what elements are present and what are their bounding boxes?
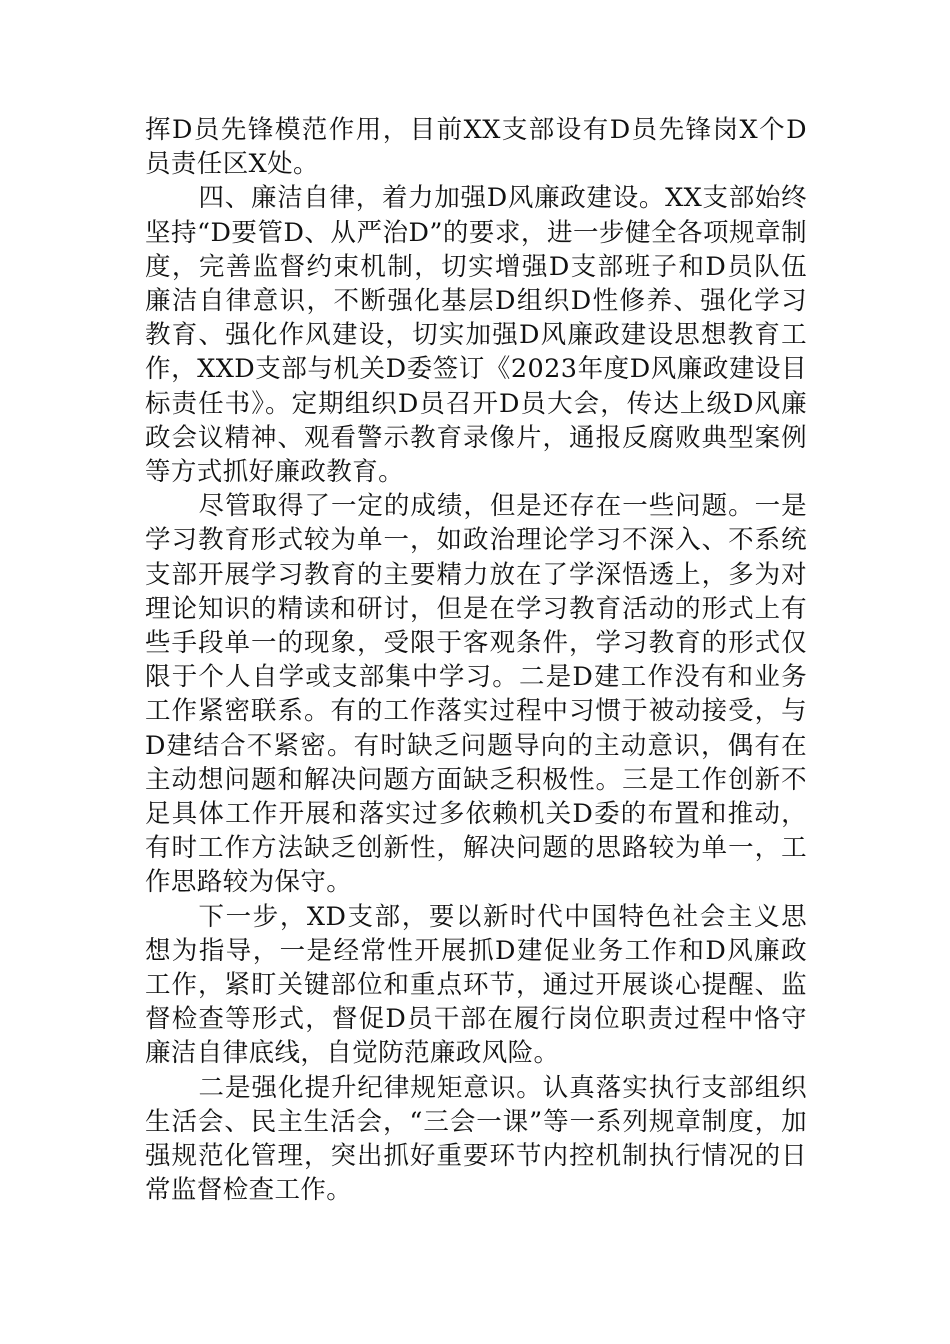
- paragraph-integrity-self-discipline: 四、廉洁自律，着力加强D风廉政建设。XX支部始终坚持“D要管D、从严治D”的要求，进一步健全各项规章制度，完善监督约束机制，切实增强D支部班子和D员队伍廉洁自律意识，不断强化基层D组织D性修养、强化学习教育、强化作风建设，切实加强D风廉政建设思想教育工作，XXD支部与机关D委签订《2023年度D风廉政建设目标责任书》。定期组织D员召开D员大会，传达上级D风廉政会议精神、观看警示教育录像片，通报反腐败典型案例等方式抓好廉政教育。: [145, 183, 807, 488]
- paragraph-continuation: 挥D员先锋模范作用，目前XX支部设有D员先锋岗X个D员责任区X处。: [145, 115, 807, 180]
- paragraph-discipline-awareness: 二是强化提升纪律规矩意识。认真落实执行支部组织生活会、民主生活会，“三会一课”等一系列规章制度，加强规范化管理，突出抓好重要环节内控机制执行情况的日常监督检查工作。: [145, 1072, 807, 1206]
- paragraph-next-steps: 下一步，XD支部，要以新时代中国特色社会主义思想为指导，一是经常性开展抓D建促业务工作和D风廉政工作，紧盯关键部位和重点环节，通过开展谈心提醒、监督检查等形式，督促D员干部在履行岗位职责过程中恪守廉洁自律底线，自觉防范廉政风险。: [145, 901, 807, 1069]
- paragraph-existing-problems: 尽管取得了一定的成绩，但是还存在一些问题。一是学习教育形式较为单一，如政治理论学习不深入、不系统支部开展学习教育的主要精力放在了学深悟透上，多为对理论知识的精读和研讨，但是在学习教育活动的形式上有些手段单一的现象，受限于客观条件，学习教育的形式仅限于个人自学或支部集中学习。二是D建工作没有和业务工作紧密联系。有的工作落实过程中习惯于被动接受，与D建结合不紧密。有时缺乏问题导向的主动意识，偶有在主动想问题和解决问题方面缺乏积极性。三是工作创新不足具体工作开展和落实过多依赖机关D委的布置和推动，有时工作方法缺乏创新性，解决问题的思路较为单一，工作思路较为保守。: [145, 491, 807, 898]
- document-body: [145, 113, 807, 1208]
